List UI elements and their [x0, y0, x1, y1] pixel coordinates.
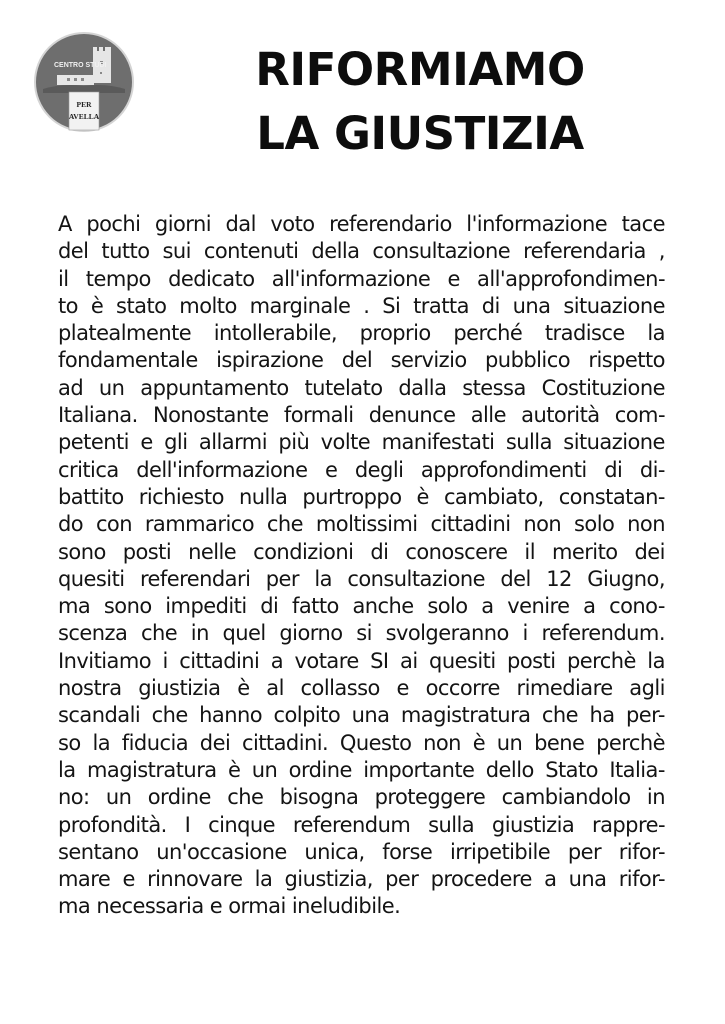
logo-top-text: CENTRO STUDI [54, 62, 107, 69]
body-line: critica dell'informazione e degli approfondimenti di di- [58, 457, 665, 482]
body-line: so la fiducia dei cittadini. Questo non è un bene perchè [58, 730, 665, 755]
body-line: sono posti nelle condizioni di conoscere il merito dei [58, 539, 665, 564]
body-line: profondità. I cinque referendum sulla giustizia rappre- [58, 812, 665, 837]
body-line: il tempo dedicato all'informazione e all'approfondimen- [58, 266, 665, 291]
body-line: A pochi giorni dal voto referendario l'informazione tace [58, 212, 665, 236]
body-line: Italiana. Nonostante formali denunce alle autorità com- [58, 403, 665, 428]
body-line: battito richiesto nulla purtroppo è cambiato, constatan- [58, 484, 665, 509]
body-line: mare e rinnovare la giustizia, per procedere a una rifor- [58, 867, 665, 892]
body-line: ad un appuntamento tutelato dalla stessa Costituzione [58, 375, 665, 400]
logo-bottom-text-2: AVELLA [68, 112, 100, 121]
body-line: Invitiamo i cittadini a votare SI ai quesiti posti perchè la [58, 648, 665, 673]
body-line: quesiti referendari per la consultazione del 12 Giugno, [58, 566, 665, 591]
body-line: scandali che hanno colpito una magistratura che ha per- [58, 703, 665, 728]
body-line: platealmente intollerabile, proprio perché tradisce la [58, 321, 665, 346]
body-line: to è stato molto marginale . Si tratta di una situazione [58, 293, 665, 318]
body-line: ma necessaria e ormai ineludibile. [58, 894, 401, 919]
body-line: petenti e gli allarmi più volte manifestati sulla situazione [58, 430, 665, 455]
centro-studi-logo [33, 31, 135, 133]
body-line: fondamentale ispirazione del servizio pubblico rispetto [58, 348, 665, 373]
article-body [58, 211, 665, 921]
body-line: ma sono impediti di fatto anche solo a venire a cono- [58, 594, 665, 619]
body-line: la magistratura è un ordine importante dello Stato Italia- [58, 757, 665, 782]
body-line: nostra giustizia è al collasso e occorre rimediare agli [58, 676, 665, 701]
body-line: sentano un'occasione unica, forse irripetibile per rifor- [58, 839, 665, 864]
page-title [180, 38, 660, 166]
body-line: del tutto sui contenuti della consultazione referendaria , [58, 239, 665, 264]
title-line-2: LA GIUSTIZIA [256, 107, 584, 160]
title-line-1: RIFORMIAMO [255, 43, 585, 96]
castle-tower-icon [33, 31, 135, 133]
body-line: no: un ordine che bisogna proteggere cambiandolo in [58, 785, 665, 810]
body-line: scenza che in quel giorno si svolgeranno i referendum. [58, 621, 665, 646]
logo-bottom-text-1: PER [76, 100, 92, 109]
body-line: do con rammarico che moltissimi cittadini non solo non [58, 512, 665, 537]
